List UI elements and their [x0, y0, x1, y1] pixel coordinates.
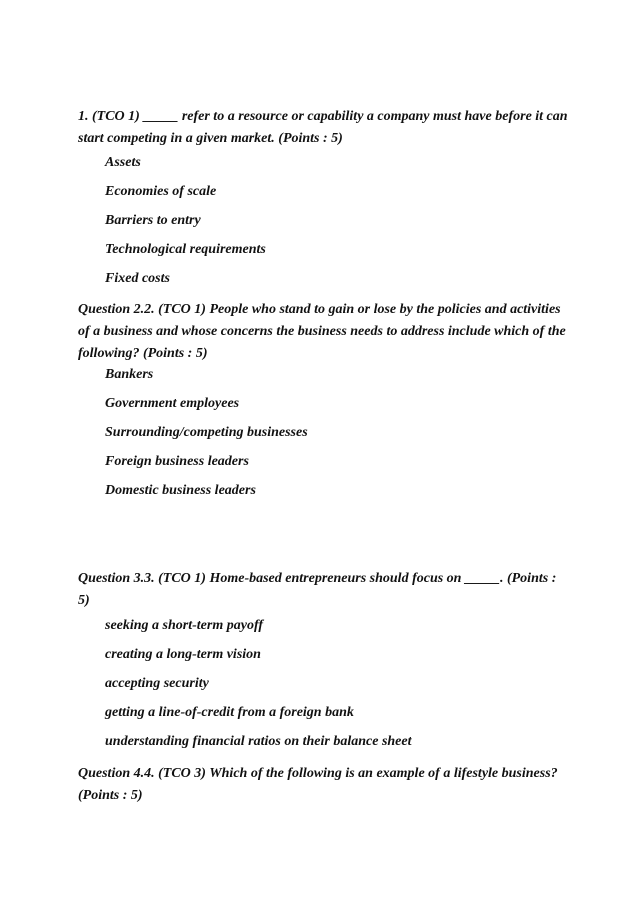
question-2-option-4: Foreign business leaders	[105, 454, 249, 469]
question-2-text: Question 2.2. (TCO 1) People who stand to gain or lose by the policies and activities of a business and whose concerns the business needs to address include which of the following? (Points : 5)	[78, 302, 566, 361]
question-3-text: Question 3.3. (TCO 1) Home-based entrepreneurs should focus on _____. (Points : 5)	[78, 571, 557, 608]
question-1-option-4: Technological requirements	[105, 242, 266, 257]
question-2-option-3: Surrounding/competing businesses	[105, 425, 308, 440]
question-1-option-1: Assets	[105, 155, 141, 170]
question-3-option-5: understanding financial ratios on their balance sheet	[105, 734, 412, 749]
question-4-text: Question 4.4. (TCO 3) Which of the following is an example of a lifestyle business? (Points : 5)	[78, 766, 558, 803]
question-3-option-3: accepting security	[105, 676, 209, 691]
question-2-option-5: Domestic business leaders	[105, 483, 256, 498]
question-3-option-2: creating a long-term vision	[105, 647, 261, 662]
question-3-option-1: seeking a short-term payoff	[105, 618, 264, 633]
question-2-option-1: Bankers	[105, 367, 154, 382]
question-2-option-2: Government employees	[105, 396, 240, 411]
question-1-option-2: Economies of scale	[105, 184, 217, 199]
question-1-option-5: Fixed costs	[105, 271, 170, 286]
question-1-option-3: Barriers to entry	[105, 213, 201, 228]
question-1-text: 1. (TCO 1) _____ refer to a resource or capability a company must have before it can start competing in a given market. (Points : 5)	[78, 109, 568, 146]
question-3-option-4: getting a line-of-credit from a foreign bank	[105, 705, 354, 720]
